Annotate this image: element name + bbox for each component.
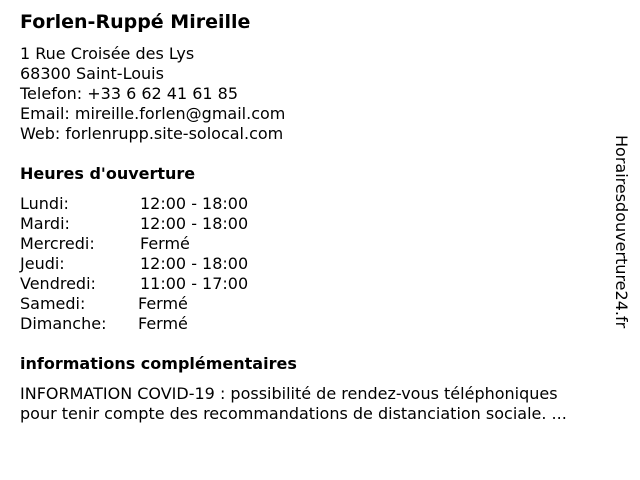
time-value: Fermé — [140, 234, 190, 253]
info-line-2: pour tenir compte des recommandations de distanciation sociale. ... — [20, 404, 567, 423]
time-value: Fermé — [138, 294, 188, 313]
day-label: Dimanche: — [20, 314, 107, 333]
day-label: Vendredi: — [20, 274, 96, 293]
business-name: Forlen-Ruppé Mireille — [20, 11, 251, 33]
day-label: Jeudi: — [20, 254, 65, 273]
address-city: 68300 Saint-Louis — [20, 64, 164, 83]
day-label: Samedi: — [20, 294, 86, 313]
phone-line: Telefon: +33 6 62 41 61 85 — [20, 84, 239, 103]
additional-info-heading: informations complémentaires — [20, 354, 297, 373]
opening-hours-heading: Heures d'ouverture — [20, 164, 196, 183]
time-value: Fermé — [138, 314, 188, 333]
day-label: Mercredi: — [20, 234, 95, 253]
day-label: Lundi: — [20, 194, 69, 213]
time-value: 12:00 - 18:00 — [140, 214, 249, 233]
info-line-1: INFORMATION COVID-19 : possibilité de rendez-vous téléphoniques — [20, 384, 558, 403]
day-label: Mardi: — [20, 214, 70, 233]
site-watermark: Horairesdouverture24.fr — [612, 135, 631, 329]
additional-info-text — [20, 384, 620, 424]
email-line: Email: mireille.forlen@gmail.com — [20, 104, 286, 123]
time-value: 11:00 - 17:00 — [140, 274, 249, 293]
time-value: 12:00 - 18:00 — [140, 194, 249, 213]
time-value: 12:00 - 18:00 — [140, 254, 249, 273]
address-street: 1 Rue Croisée des Lys — [20, 44, 195, 63]
contact-block — [20, 44, 285, 144]
web-line: Web: forlenrupp.site-solocal.com — [20, 124, 284, 143]
